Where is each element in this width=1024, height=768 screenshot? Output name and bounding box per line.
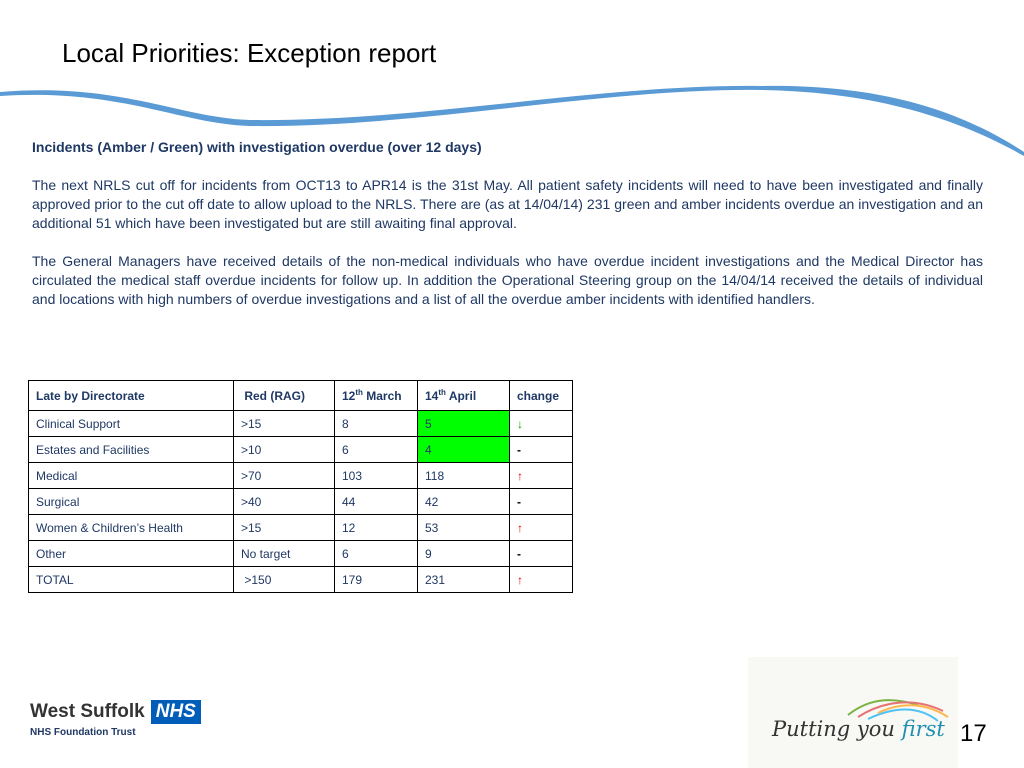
cell-change	[510, 437, 573, 463]
table-row	[29, 411, 573, 437]
dash-icon: -	[517, 442, 521, 457]
putting-you-first-logo	[748, 657, 958, 768]
dash-icon: -	[517, 546, 521, 561]
slogan-text: Putting you	[772, 717, 902, 741]
cell-change	[510, 489, 573, 515]
cell-april: 4	[418, 437, 510, 463]
cell-red	[234, 567, 335, 593]
report-heading: Incidents (Amber / Green) with investigation overdue (over 12 days)	[32, 139, 482, 155]
cell-april: 53	[418, 515, 510, 541]
header-directorate: Late by Directorate	[29, 381, 234, 411]
march-sup: th	[355, 388, 363, 397]
cell-march: 8	[335, 411, 418, 437]
cell-april: 231	[418, 567, 510, 593]
cell-change	[510, 515, 573, 541]
header-march	[335, 381, 418, 411]
table-row	[29, 541, 573, 567]
cell-march: 6	[335, 541, 418, 567]
april-day: 14	[425, 389, 439, 403]
slogan	[772, 717, 945, 741]
cell-march: 12	[335, 515, 418, 541]
cell-directorate: Estates and Facilities	[29, 437, 234, 463]
march-month: March	[366, 389, 402, 403]
cell-march: 179	[335, 567, 418, 593]
directorate-table	[28, 380, 573, 593]
table-row	[29, 463, 573, 489]
april-month: April	[448, 389, 477, 403]
cell-march: 44	[335, 489, 418, 515]
cell-march: 103	[335, 463, 418, 489]
cell-change	[510, 411, 573, 437]
trust-name: NHS Foundation Trust	[30, 727, 136, 738]
cell-change	[510, 567, 573, 593]
cell-directorate: Clinical Support	[29, 411, 234, 437]
page-number: 17	[960, 720, 987, 747]
march-day: 12	[342, 389, 356, 403]
dash-icon: -	[517, 494, 521, 509]
cell-directorate: Other	[29, 541, 234, 567]
cell-red: >15	[234, 411, 335, 437]
cell-april: 9	[418, 541, 510, 567]
arrow-down-icon: ↓	[517, 416, 523, 431]
table-row-total	[29, 567, 573, 593]
cell-directorate: TOTAL	[29, 567, 234, 593]
cell-april: 42	[418, 489, 510, 515]
header-april	[418, 381, 510, 411]
cell-red: >15	[234, 515, 335, 541]
west-suffolk-logo	[30, 700, 201, 738]
arrow-up-icon: ↑	[517, 572, 523, 587]
report-paragraph-1: The next NRLS cut off for incidents from OCT13 to APR14 is the 31st May. All patient safety incidents will need to have been investigated and finally approved prior to the cut off date to allow upload to the NRLS. There are (as at 14/04/14) 231 green and amber incidents overdue an investigation and an additional 51 which have been investigated but are still awaiting final approval.	[32, 177, 983, 231]
header-red-rag	[234, 381, 335, 411]
table-row	[29, 489, 573, 515]
cell-april: 118	[418, 463, 510, 489]
arrow-up-icon: ↑	[517, 520, 523, 535]
report-body	[32, 138, 983, 328]
cell-directorate: Women & Children’s Health	[29, 515, 234, 541]
cell-red: >70	[234, 463, 335, 489]
report-paragraph-2: The General Managers have received details of the non-medical individuals who have overdue incident investigations and the Medical Director has circulated the medical staff overdue incidents for follow up. In addition the Operational Steering group on the 14/04/14 received the details of individual and locations with high numbers of overdue investigations and a list of all the overdue amber incidents with identified handlers.	[32, 253, 983, 307]
cell-red-value: >150	[244, 572, 272, 587]
april-sup: th	[438, 388, 446, 397]
table-row	[29, 515, 573, 541]
arrow-up-icon: ↑	[517, 468, 523, 483]
cell-change	[510, 463, 573, 489]
cell-red: >40	[234, 489, 335, 515]
cell-change	[510, 541, 573, 567]
org-name: West Suffolk	[30, 701, 145, 722]
table-header-row	[29, 381, 573, 411]
header-red-rag-label: Red (RAG)	[244, 388, 306, 403]
cell-red: >10	[234, 437, 335, 463]
page-title: Local Priorities: Exception report	[62, 38, 437, 68]
cell-directorate: Medical	[29, 463, 234, 489]
header-change: change	[510, 381, 573, 411]
slogan-emphasis: first	[901, 717, 945, 741]
cell-directorate: Surgical	[29, 489, 234, 515]
nhs-logo: NHS	[151, 700, 201, 724]
cell-red: No target	[234, 541, 335, 567]
cell-april: 5	[418, 411, 510, 437]
cell-march: 6	[335, 437, 418, 463]
table-row	[29, 437, 573, 463]
